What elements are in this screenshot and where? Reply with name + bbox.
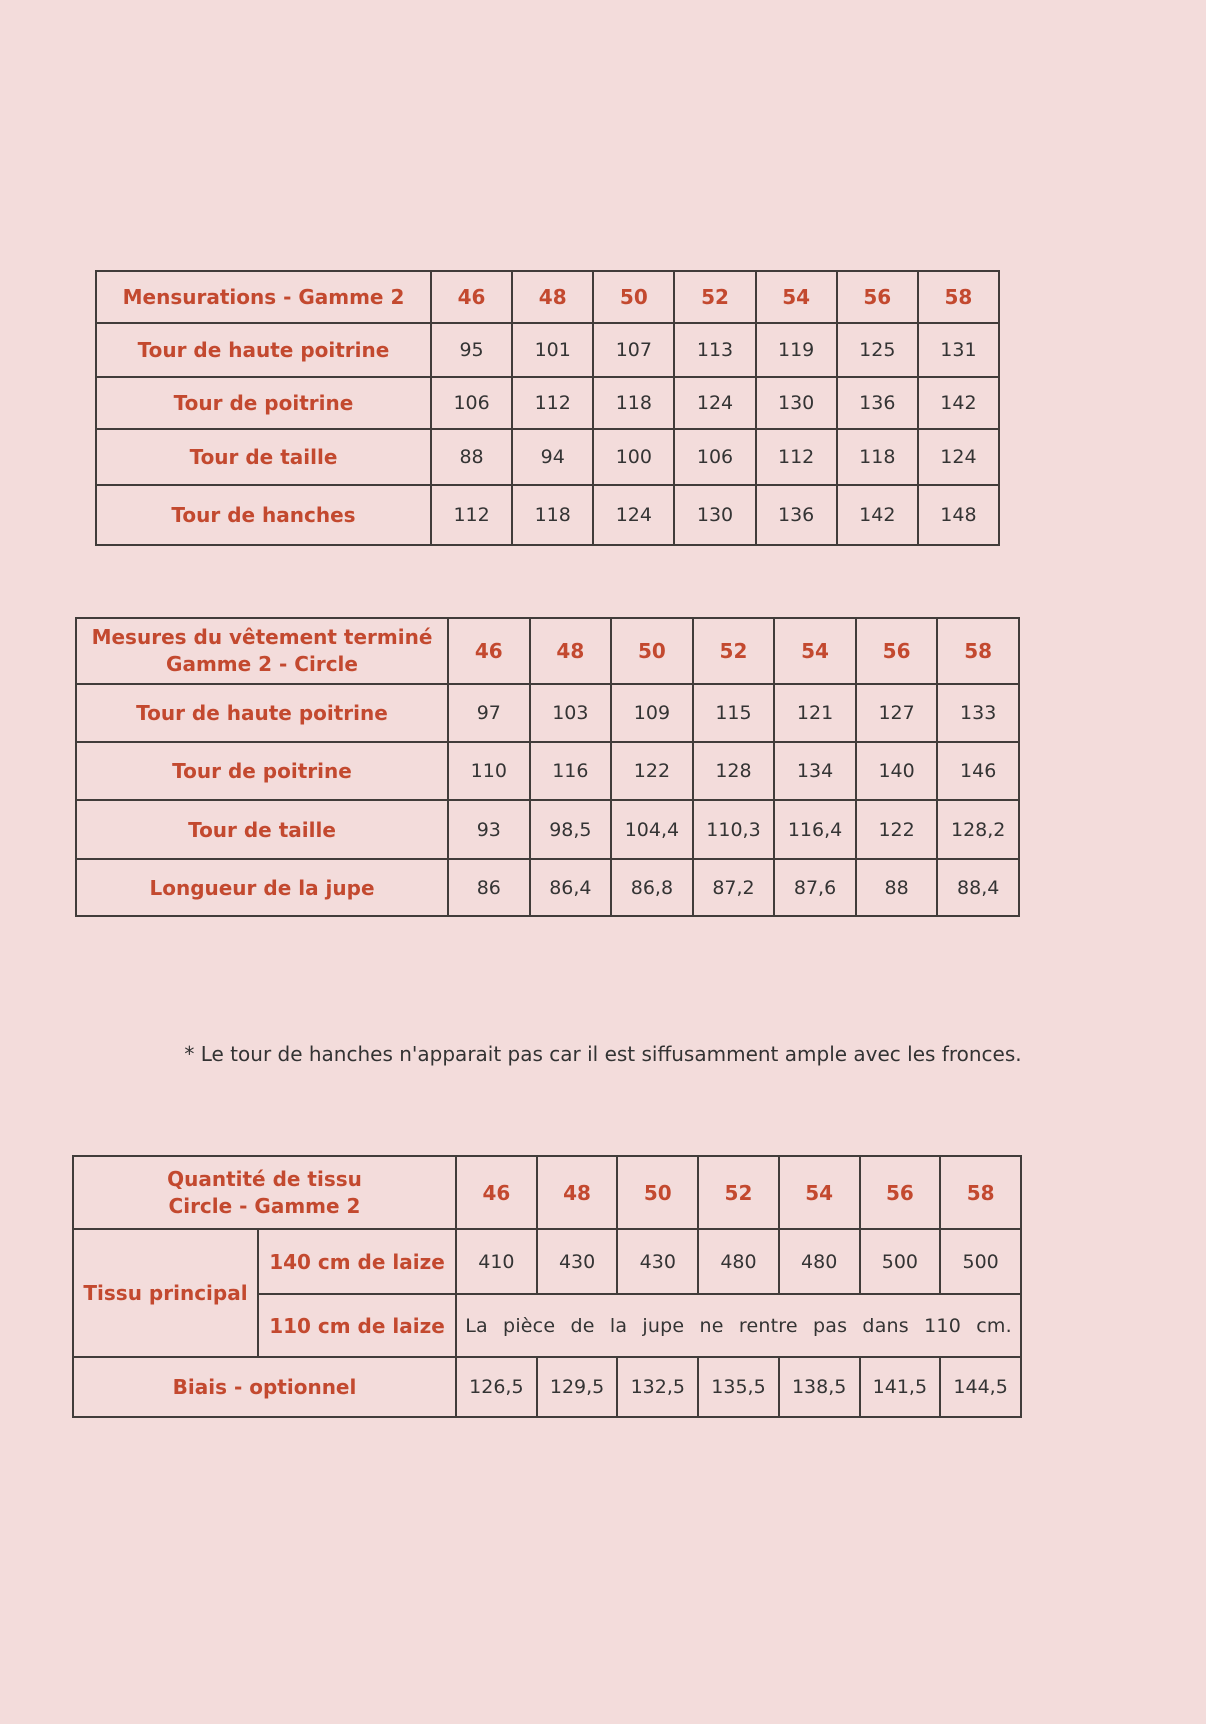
value-cell: 136 <box>837 377 918 429</box>
table-header-row <box>73 1156 1021 1229</box>
value-cell: 146 <box>937 742 1019 800</box>
value-cell: 430 <box>617 1229 698 1294</box>
value-cell: 112 <box>756 429 837 485</box>
value-cell: 142 <box>837 485 918 545</box>
row-label: 140 cm de laize <box>258 1229 456 1294</box>
size-header-cell: 56 <box>837 271 918 323</box>
table-header-row <box>76 618 1019 684</box>
value-cell: 144,5 <box>940 1357 1021 1417</box>
size-header-cell: 50 <box>593 271 674 323</box>
value-cell: 133 <box>937 684 1019 742</box>
value-cell: 103 <box>530 684 612 742</box>
value-cell: 87,6 <box>774 859 856 916</box>
value-cell: 110,3 <box>693 800 775 859</box>
value-cell: 93 <box>448 800 530 859</box>
size-header-cell: 48 <box>530 618 612 684</box>
value-cell: 500 <box>860 1229 941 1294</box>
size-header-cell: 56 <box>860 1156 941 1229</box>
value-cell: 141,5 <box>860 1357 941 1417</box>
value-cell: 124 <box>674 377 755 429</box>
value-cell: 126,5 <box>456 1357 537 1417</box>
value-cell: 142 <box>918 377 999 429</box>
size-header-cell: 58 <box>940 1156 1021 1229</box>
size-header-cell: 52 <box>698 1156 779 1229</box>
table1-title: Mensurations - Gamme 2 <box>96 271 431 323</box>
value-cell: 125 <box>837 323 918 377</box>
value-cell: 129,5 <box>537 1357 618 1417</box>
value-cell: 112 <box>431 485 512 545</box>
table-row <box>96 485 999 545</box>
value-cell: 136 <box>756 485 837 545</box>
fabric-group-label: Tissu principal <box>73 1229 258 1357</box>
table-row <box>96 429 999 485</box>
value-cell: 131 <box>918 323 999 377</box>
size-header-cell: 54 <box>779 1156 860 1229</box>
table2-title-line1: Mesures du vêtement terminé <box>91 625 433 649</box>
size-header-cell: 46 <box>431 271 512 323</box>
table-row <box>73 1229 1021 1294</box>
value-cell: 97 <box>448 684 530 742</box>
row-label: 110 cm de laize <box>258 1294 456 1357</box>
table-header-row <box>96 271 999 323</box>
value-cell: 130 <box>674 485 755 545</box>
value-cell: 88 <box>431 429 512 485</box>
value-cell: 480 <box>779 1229 860 1294</box>
value-cell: 110 <box>448 742 530 800</box>
value-cell: 118 <box>512 485 593 545</box>
value-cell: 118 <box>837 429 918 485</box>
value-cell: 148 <box>918 485 999 545</box>
value-cell: 124 <box>918 429 999 485</box>
value-cell: 480 <box>698 1229 779 1294</box>
value-cell: 101 <box>512 323 593 377</box>
fabric-quantity-table <box>72 1155 1022 1418</box>
value-cell: 86,4 <box>530 859 612 916</box>
size-header-cell: 50 <box>611 618 693 684</box>
value-cell: 119 <box>756 323 837 377</box>
value-cell: 107 <box>593 323 674 377</box>
table-row <box>73 1357 1021 1417</box>
size-header-cell: 48 <box>537 1156 618 1229</box>
value-cell: 138,5 <box>779 1357 860 1417</box>
value-cell: 121 <box>774 684 856 742</box>
value-cell: 115 <box>693 684 775 742</box>
row-label: Tour de haute poitrine <box>76 684 448 742</box>
value-cell: 134 <box>774 742 856 800</box>
value-cell: 94 <box>512 429 593 485</box>
row-label: Tour de poitrine <box>96 377 431 429</box>
value-cell: 88 <box>856 859 938 916</box>
size-header-cell: 58 <box>937 618 1019 684</box>
table-row <box>76 684 1019 742</box>
size-header-cell: 58 <box>918 271 999 323</box>
value-cell: 109 <box>611 684 693 742</box>
table-row <box>76 800 1019 859</box>
value-cell: 95 <box>431 323 512 377</box>
row-label: Tour de taille <box>76 800 448 859</box>
value-cell: 106 <box>674 429 755 485</box>
value-cell: 140 <box>856 742 938 800</box>
value-cell: 104,4 <box>611 800 693 859</box>
value-cell: 122 <box>856 800 938 859</box>
value-cell: 86 <box>448 859 530 916</box>
value-cell: 88,4 <box>937 859 1019 916</box>
measurements-table <box>95 270 1000 546</box>
value-cell: 116,4 <box>774 800 856 859</box>
value-cell: 135,5 <box>698 1357 779 1417</box>
row-label: Tour de poitrine <box>76 742 448 800</box>
size-header-cell: 46 <box>456 1156 537 1229</box>
row-label: Tour de taille <box>96 429 431 485</box>
value-cell: 124 <box>593 485 674 545</box>
value-cell: 118 <box>593 377 674 429</box>
table3-title <box>73 1156 456 1229</box>
value-cell: 100 <box>593 429 674 485</box>
size-header-cell: 54 <box>774 618 856 684</box>
size-header-cell: 48 <box>512 271 593 323</box>
size-header-cell: 52 <box>693 618 775 684</box>
size-header-cell: 46 <box>448 618 530 684</box>
value-cell: 116 <box>530 742 612 800</box>
table-row <box>76 742 1019 800</box>
hips-note: * Le tour de hanches n'apparait pas car il est siffusamment ample avec les fronces. <box>184 1042 1022 1066</box>
table-row <box>96 323 999 377</box>
row-label: Biais - optionnel <box>73 1357 456 1417</box>
size-header-cell: 54 <box>756 271 837 323</box>
row-label: Tour de haute poitrine <box>96 323 431 377</box>
size-header-cell: 56 <box>856 618 938 684</box>
row-label: Tour de hanches <box>96 485 431 545</box>
table3-title-line1: Quantité de tissu <box>167 1166 362 1191</box>
table2-title <box>76 618 448 684</box>
value-cell: 130 <box>756 377 837 429</box>
value-cell: 132,5 <box>617 1357 698 1417</box>
value-cell: 122 <box>611 742 693 800</box>
size-header-cell: 50 <box>617 1156 698 1229</box>
value-cell: 430 <box>537 1229 618 1294</box>
value-cell: 86,8 <box>611 859 693 916</box>
value-cell: 87,2 <box>693 859 775 916</box>
skirt-piece-message: La pièce de la jupe ne rentre pas dans 110 cm. <box>456 1294 1021 1357</box>
table-row <box>96 377 999 429</box>
table2-title-line2: Gamme 2 - Circle <box>166 652 358 676</box>
value-cell: 410 <box>456 1229 537 1294</box>
size-header-cell: 52 <box>674 271 755 323</box>
row-label: Longueur de la jupe <box>76 859 448 916</box>
value-cell: 106 <box>431 377 512 429</box>
value-cell: 128 <box>693 742 775 800</box>
value-cell: 127 <box>856 684 938 742</box>
value-cell: 113 <box>674 323 755 377</box>
table-row <box>76 859 1019 916</box>
value-cell: 128,2 <box>937 800 1019 859</box>
value-cell: 112 <box>512 377 593 429</box>
table3-title-line2: Circle - Gamme 2 <box>168 1193 361 1218</box>
value-cell: 98,5 <box>530 800 612 859</box>
value-cell: 500 <box>940 1229 1021 1294</box>
finished-garment-table <box>75 617 1020 917</box>
